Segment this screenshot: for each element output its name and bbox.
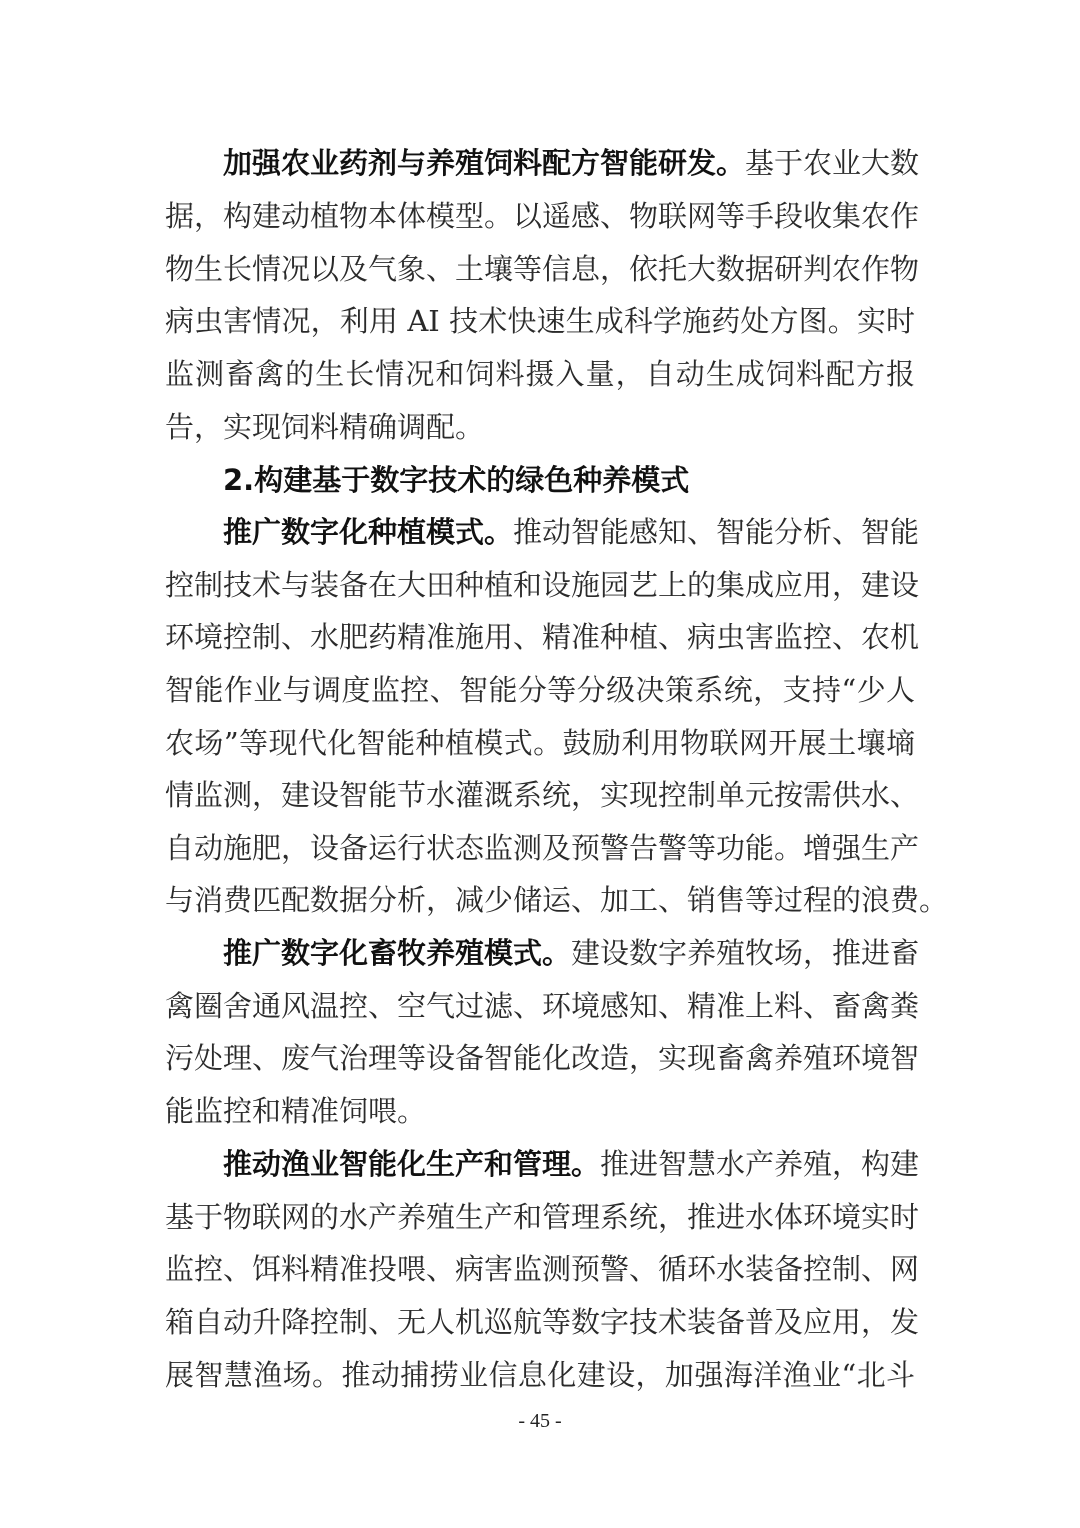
paragraph-line: 展智慧渔场。推动捕捞业信息化建设，加强海洋渔业“北斗 [165,1358,915,1392]
paragraph-line: 环境控制、水肥药精准施用、精准种植、病虫害监控、农机 [165,620,920,654]
paragraph-line: 基于物联网的水产养殖生产和管理系统，推进水体环境实时 [165,1200,920,1234]
paragraph-line: 情监测，建设智能节水灌溉系统，实现控制单元按需供水、 [165,778,920,812]
paragraph-line: 与消费匹配数据分析，减少储运、加工、销售等过程的浪费。 [165,883,949,917]
body-text: 基于农业大数 [745,146,920,180]
body-text: 推进智慧水产养殖，构建 [600,1147,920,1181]
section-heading: 2.构建基于数字技术的绿色种养模式 [223,463,690,497]
page-number: - 45 - [518,1410,562,1432]
paragraph-line: 监控、饵料精准投喂、病害监测预警、循环水装备控制、网 [165,1252,920,1286]
bold-lead: 推广数字化畜牧养殖模式。 [223,936,572,970]
paragraph-line: 箱自动升降控制、无人机巡航等数字技术装备普及应用，发 [165,1305,920,1339]
paragraph-line: 禽圈舍通风温控、空气过滤、环境感知、精准上料、畜禽粪 [165,989,920,1023]
paragraph-line [223,143,920,183]
paragraph-line [223,933,920,973]
paragraph-line: 病虫害情况，利用 AI 技术快速生成科学施药处方图。实时 [165,304,915,338]
paragraph-line: 农场”等现代化智能种植模式。鼓励利用物联网开展土壤墒 [165,726,915,760]
paragraph-line [223,512,920,552]
paragraph-line: 监测畜禽的生长情况和饲料摄入量，自动生成饲料配方报 [165,357,915,391]
paragraph-line: 污处理、废气治理等设备智能化改造，实现畜禽养殖环境智 [165,1041,920,1075]
bold-lead: 加强农业药剂与养殖饲料配方智能研发。 [223,146,746,180]
bold-lead: 推广数字化种植模式。 [223,515,514,549]
body-text: 建设数字养殖牧场，推进畜 [571,936,920,970]
paragraph-line: 控制技术与装备在大田种植和设施园艺上的集成应用，建设 [165,568,920,602]
paragraph-line: 智能作业与调度监控、智能分等分级决策系统，支持“少人 [165,673,915,707]
paragraph-line: 物生长情况以及气象、土壤等信息，依托大数据研判农作物 [165,252,920,286]
paragraph-line: 告，实现饲料精确调配。 [165,410,485,444]
body-text: 推动智能感知、智能分析、智能 [513,515,920,549]
bold-lead: 推动渔业智能化生产和管理。 [223,1147,601,1181]
paragraph-line: 能监控和精准饲喂。 [165,1094,427,1128]
paragraph-line: 据，构建动植物本体模型。以遥感、物联网等手段收集农作 [165,199,920,233]
paragraph-line [223,1144,920,1184]
paragraph-line: 自动施肥，设备运行状态监测及预警告警等功能。增强生产 [165,831,920,865]
